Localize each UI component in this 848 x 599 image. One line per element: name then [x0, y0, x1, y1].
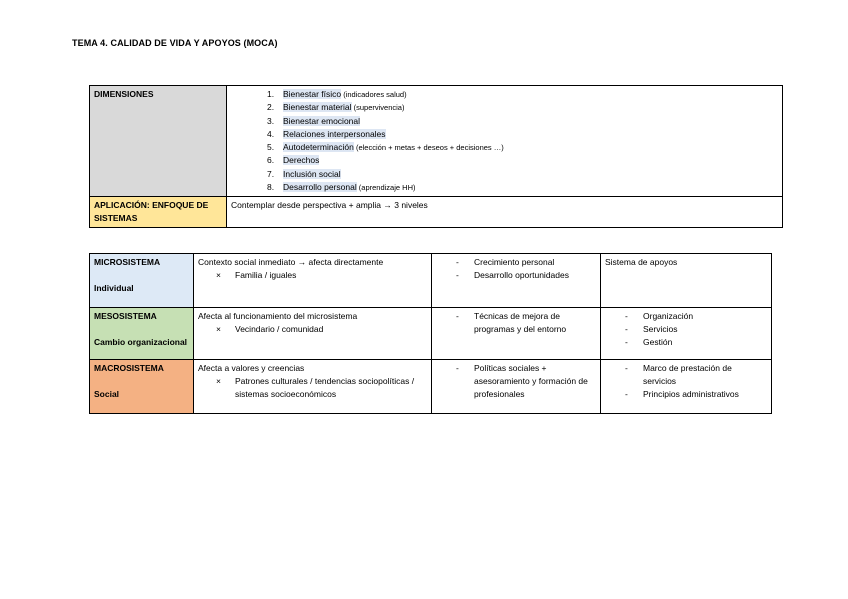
dimension-item: 1. Bienestar físico (indicadores salud) [267, 89, 407, 99]
application-text: Contemplar desde perspectiva + amplia → 3 niveles [227, 197, 783, 228]
list-item: - Marco de prestación de servicios [625, 363, 732, 386]
microsystem-label-cell [90, 254, 194, 308]
mesosystem-supports-cell [601, 308, 772, 360]
mesosystem-description: Afecta al funcionamiento del microsistema [198, 311, 358, 321]
macrosystem-row [90, 360, 772, 414]
mesosystem-supports [605, 310, 767, 349]
dimensions-row [90, 86, 783, 197]
list-item: - Crecimiento personal [456, 257, 555, 267]
macrosystem-label-cell [90, 360, 194, 414]
mesosystem-examples [198, 323, 427, 336]
macrosystem-description: Afecta a valores y creencias [198, 363, 305, 373]
dimensions-label: DIMENSIONES [90, 86, 227, 197]
dimensions-list-cell [227, 86, 783, 197]
dimension-item: 7. Inclusión social [267, 168, 341, 179]
mesosystem-outcomes [436, 310, 596, 336]
dimension-item: 4. Relaciones interpersonales [267, 128, 386, 139]
microsystem-outcomes-cell [432, 254, 601, 308]
list-item: × Vecindario / comunidad [216, 324, 324, 334]
page-title: TEMA 4. CALIDAD DE VIDA Y APOYOS (MOCA) [72, 38, 278, 48]
microsystem-outcomes [436, 256, 596, 282]
supports-system-text: Sistema de apoyos [605, 257, 678, 267]
dimension-item: 2. Bienestar material (supervivencia) [267, 102, 405, 113]
macrosystem-supports-cell [601, 360, 772, 414]
application-row [90, 197, 783, 228]
macrosystem-name: MACROSISTEMA [94, 363, 164, 373]
macrosystem-description-cell [194, 360, 432, 414]
list-item: - Políticas sociales + asesoramiento y formación de profesionales [456, 363, 588, 399]
list-item: - Desarrollo oportunidades [456, 270, 569, 280]
microsystem-description: Contexto social inmediato → afecta directamente [198, 257, 384, 267]
list-item: × Patrones culturales / tendencias sociopolíticas / sistemas socioeconómicos [216, 376, 415, 399]
microsystem-supports-cell [601, 254, 772, 308]
dimension-item: 8. Desarrollo personal (aprendizaje HH) [267, 182, 416, 193]
list-item: × Familia / iguales [216, 270, 297, 280]
mesosystem-name: MESOSISTEMA [94, 311, 157, 321]
microsystem-row [90, 254, 772, 308]
list-item: - Técnicas de mejora de programas y del entorno [456, 311, 567, 334]
microsystem-description-cell [194, 254, 432, 308]
microsystem-level: Individual [94, 283, 134, 293]
list-item: - Organización [625, 311, 694, 321]
application-label: APLICACIÓN: ENFOQUE DE SISTEMAS [90, 197, 227, 228]
list-item: - Servicios [625, 324, 678, 334]
mesosystem-row [90, 308, 772, 360]
macrosystem-level: Social [94, 389, 120, 399]
microsystem-examples [198, 269, 427, 282]
mesosystem-outcomes-cell [432, 308, 601, 360]
list-item: - Gestión [625, 337, 673, 347]
macrosystem-outcomes [436, 362, 596, 401]
mesosystem-level: Cambio organizacional [94, 337, 188, 347]
macrosystem-examples [198, 375, 427, 401]
dimension-item: 6. Derechos [267, 155, 320, 166]
microsystem-name: MICROSISTEMA [94, 257, 161, 267]
dimension-item: 5. Autodeterminación (elección + metas + deseos + decisiones …) [267, 142, 504, 153]
systems-table [89, 253, 772, 414]
macrosystem-outcomes-cell [432, 360, 601, 414]
macrosystem-supports [605, 362, 767, 401]
dimension-item: 3. Bienestar emocional [267, 115, 361, 126]
list-item: - Principios administrativos [625, 389, 739, 399]
dimensions-list [231, 88, 778, 194]
mesosystem-description-cell [194, 308, 432, 360]
dimensions-table [89, 85, 783, 228]
mesosystem-label-cell [90, 308, 194, 360]
